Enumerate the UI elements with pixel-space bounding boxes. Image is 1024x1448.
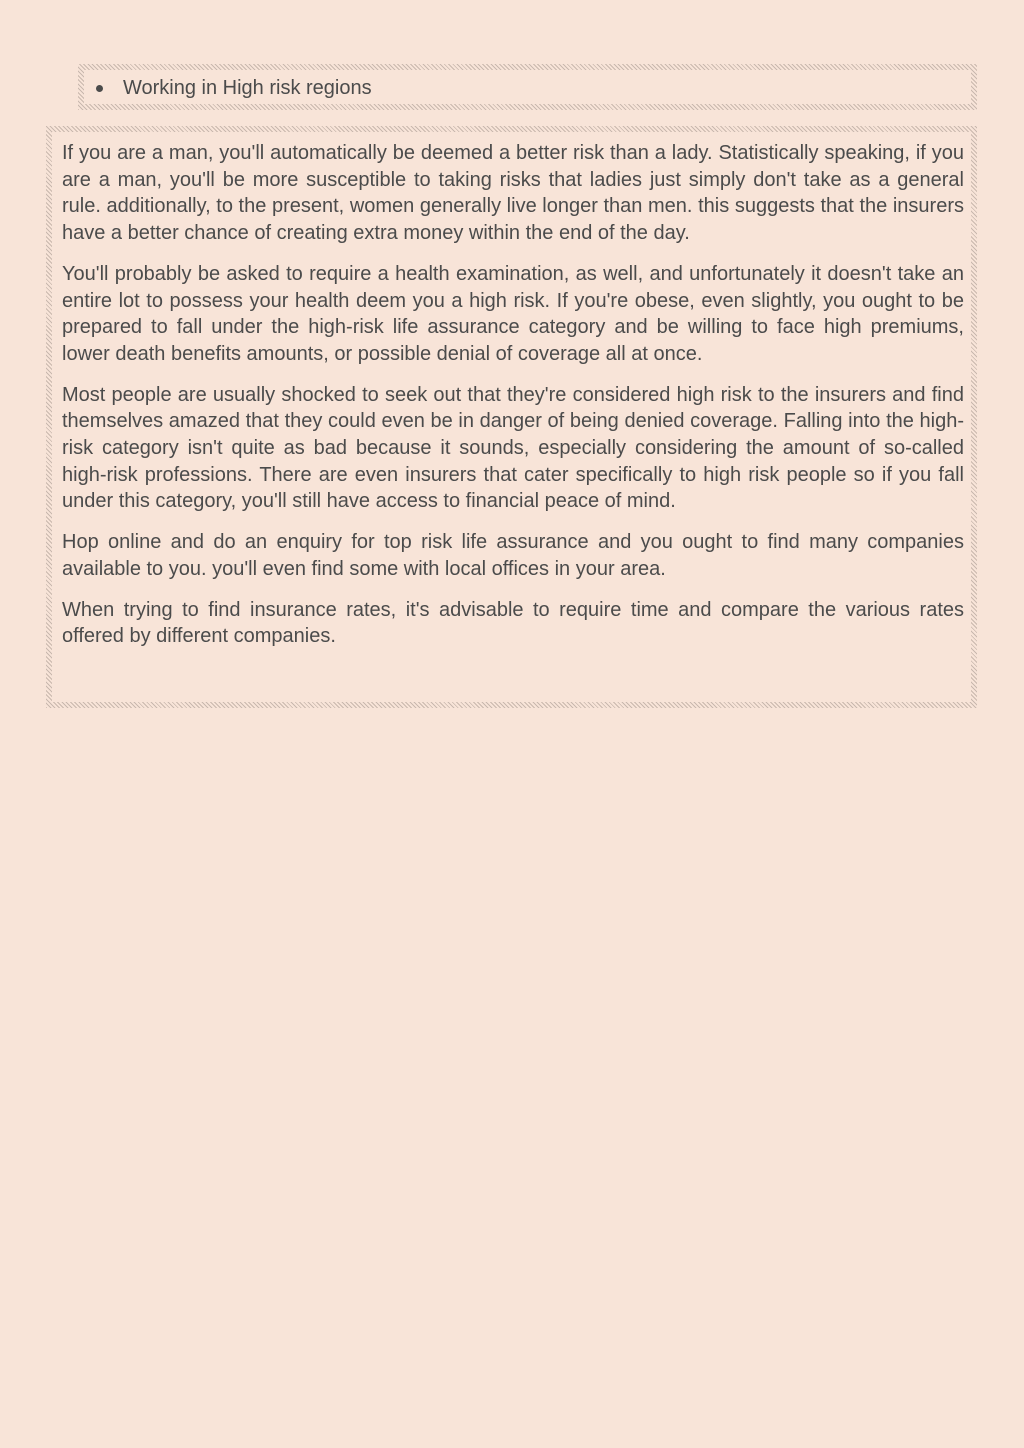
bullet-point-icon [96,85,103,92]
article-paragraph-online-search: Hop online and do an enquiry for top risk life assurance and you ought to find many companies available to you. you'll even find some with local offices in your area. [62,531,964,580]
article-box [46,126,977,708]
article-paragraph-compare-rates: When trying to find insurance rates, it's advisable to require time and compare the various rates offered by different companies. [62,598,964,648]
bullet-item-text: Working in High risk regions [123,77,372,99]
bullet-list-item [96,75,372,101]
article-paragraph-high-risk: Most people are usually shocked to seek out that they're considered high risk to the insurers and find themselves amazed that they could even be in danger of being denied coverage. Falling into the high-risk category isn't quite as bad because it sounds, especially considering the amount of so-called high-risk professions. There are even insurers that cater specifically to high risk people so if you fall under this category, you'll still have access to financial peace of mind. [62,383,964,513]
article-body [62,140,964,664]
bullet-list-box [78,64,977,110]
article-paragraph-gender: If you are a man, you'll automatically be deemed a better risk than a lady. Statistically speaking, if you are a man, you'll be more susceptible to taking risks that ladies just simply don't take as a general rule. additionally, to the present, women generally live longer than men. this suggests that the insurers have a better chance of creating extra money within the end of the day. [62,142,964,245]
article-paragraph-health-exam: You'll probably be asked to require a health examination, as well, and unfortunately it doesn't take an entire lot to possess your health deem you a high risk. If you're obese, even slightly, you ought to be prepared to fall under the high-risk life assurance category and be willing to face high premiums, lower death benefits amounts, or possible denial of coverage all at once. [62,262,964,365]
